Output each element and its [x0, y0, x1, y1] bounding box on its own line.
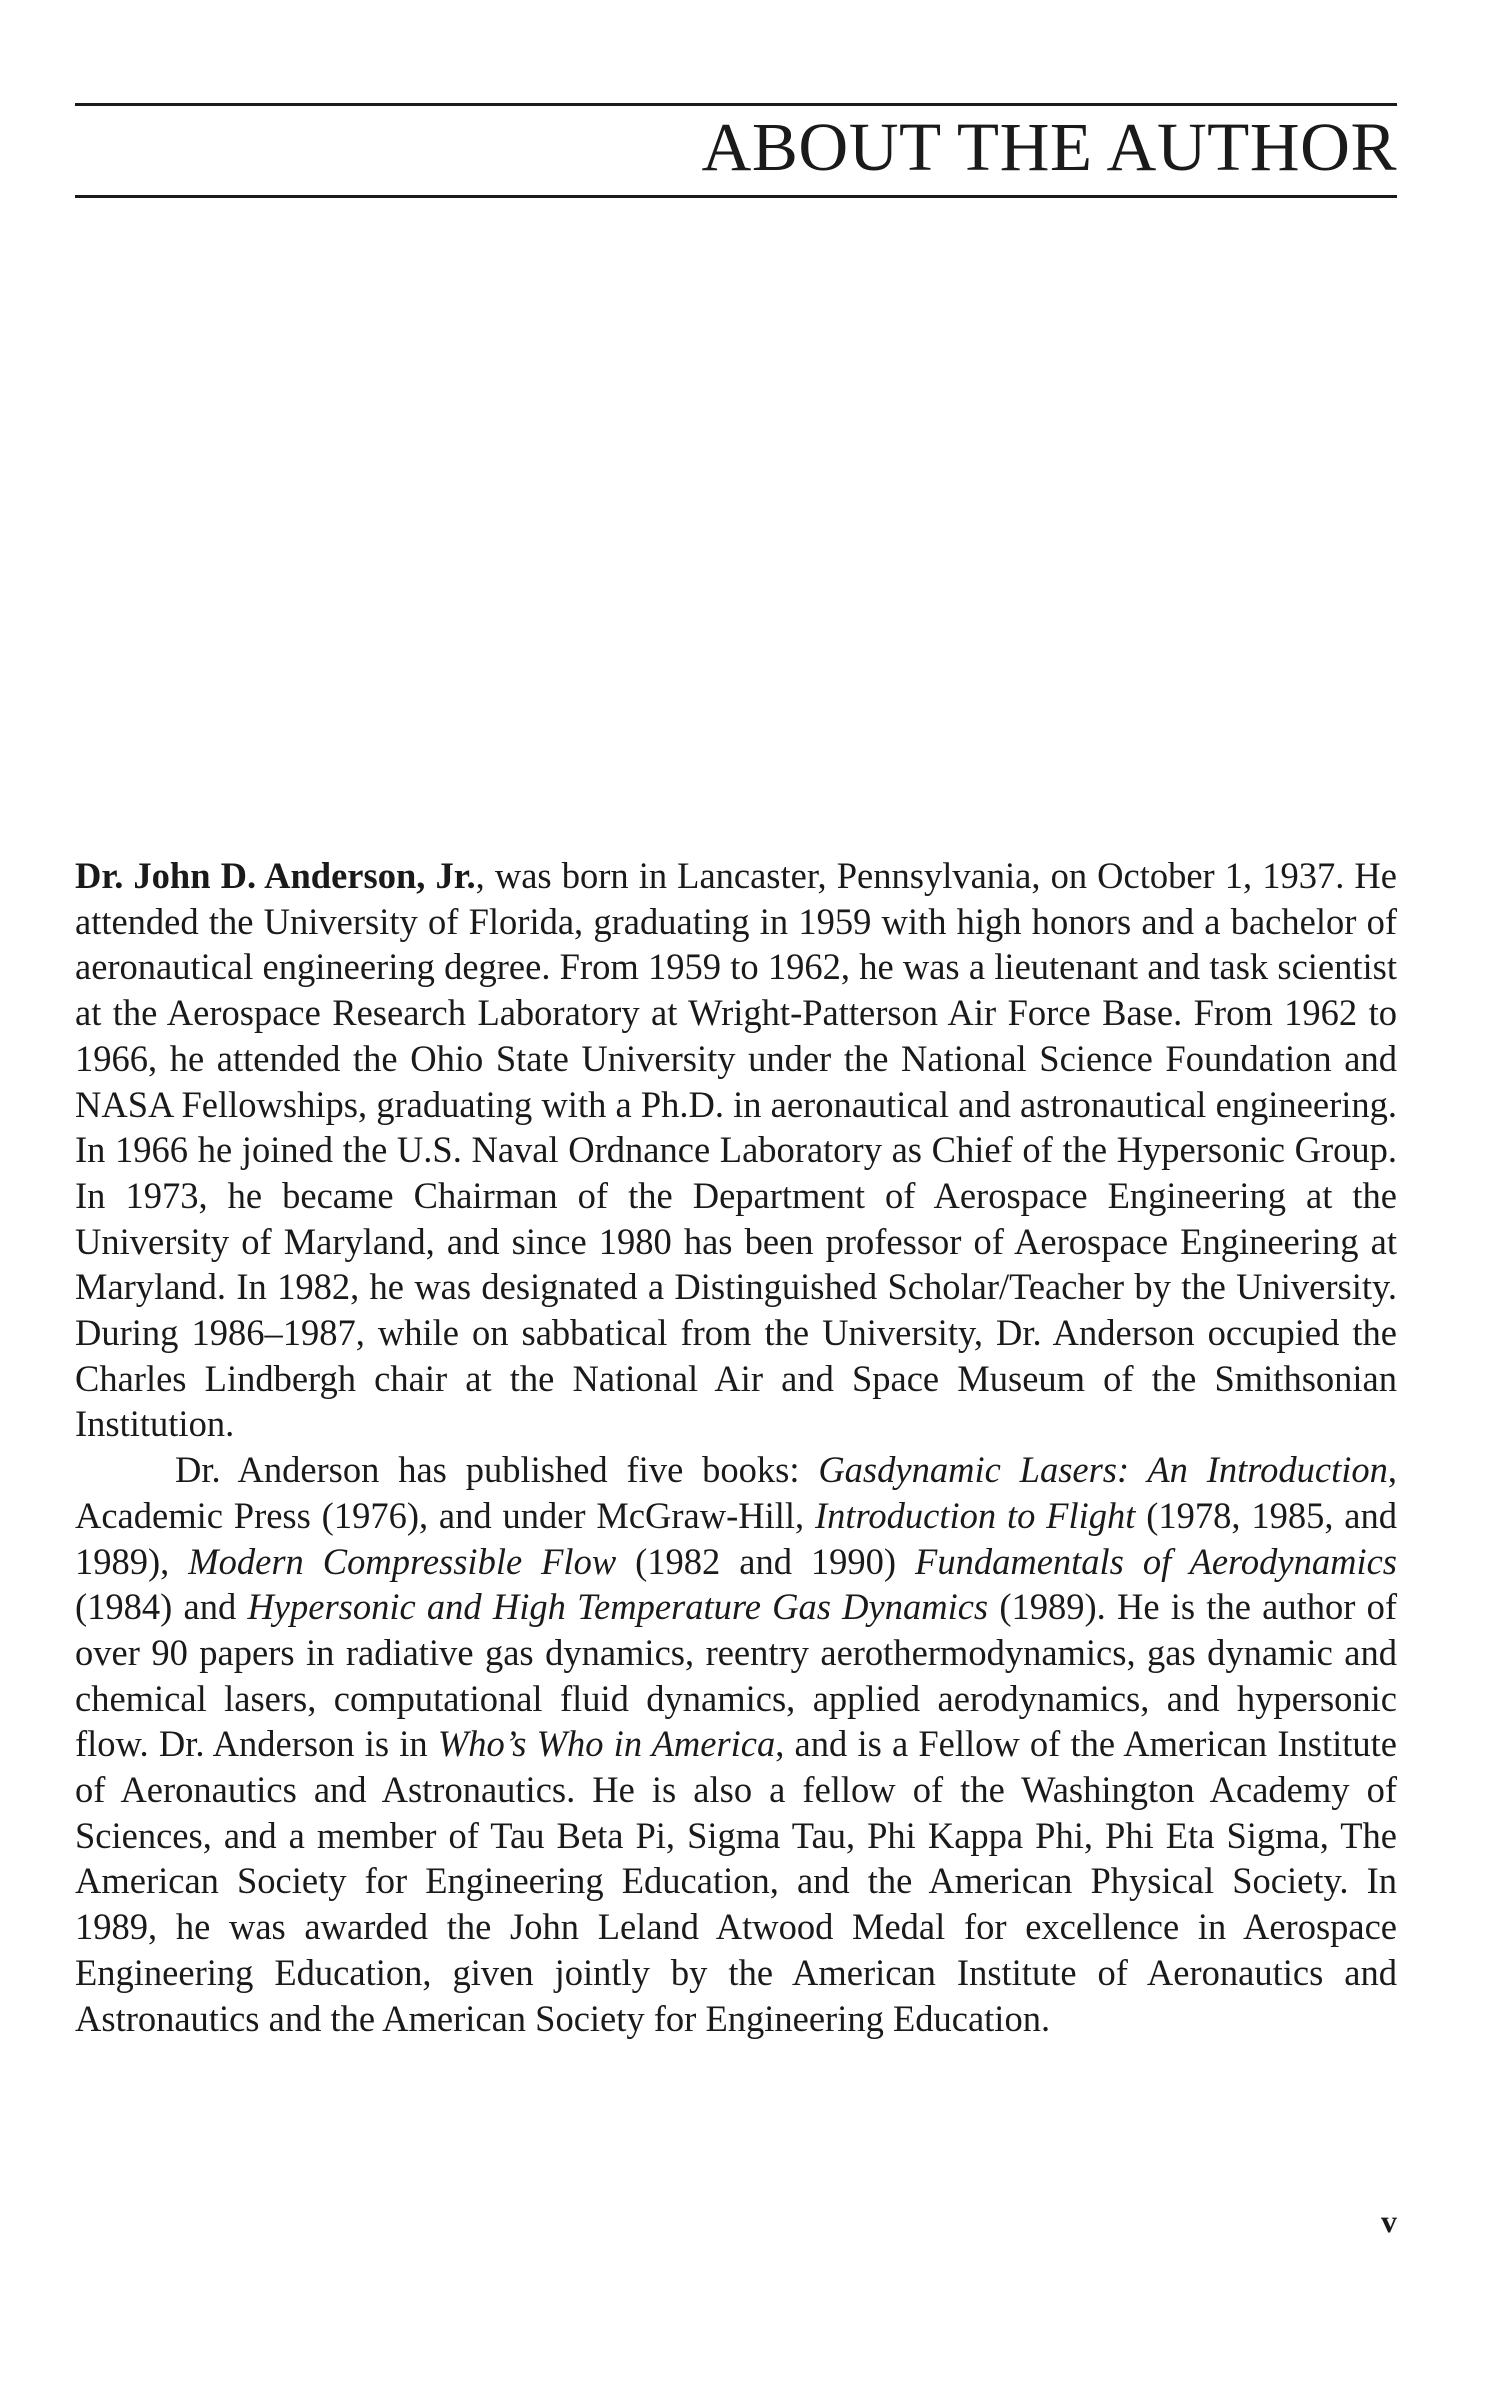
- author-biography: [75, 853, 1397, 2041]
- bio-text-segment: Dr. Anderson has published five books:: [175, 1449, 819, 1491]
- bio-text-segment: (1989). He is the author of over 90 papers in radiative gas dynamics, reentry aerothermodynamics, gas dynamic and chemical lasers, computational fluid dynamics, applied aerodynamics, and hypersonic flow. Dr. Anderson is in: [75, 1586, 1397, 1765]
- book-title-modern-compressible-flow: Modern Compressible Flow: [188, 1540, 617, 1582]
- author-name: Dr. John D. Anderson, Jr.: [75, 855, 476, 896]
- bio-text-segment: , and is a Fellow of the American Institute of Aeronautics and Astronautics. He is also a fellow of the Washington Academy of Sciences, and a member of Tau Beta Pi, Sigma Tau, Phi Kappa Phi, Phi Eta Sigma, The American Society for Engineering Education, and the American Physical Society. In 1989, he was awarded the John Leland Atwood Medal for excellence in Aerospace Engineering Education, given jointly by the American Institute of Aeronautics and Astronautics and the American Society for Engineering Education.: [75, 1723, 1397, 2039]
- page-number: v: [1381, 2203, 1397, 2239]
- book-title-fundamentals-of-aerodynamics: Fundamentals of Aerodynamics: [915, 1540, 1397, 1582]
- bio-text-segment: (1978, 1985, and 1989),: [75, 1494, 1397, 1582]
- book-title-hypersonic-gas-dynamics: Hypersonic and High Temperature Gas Dynamics: [247, 1586, 989, 1628]
- book-title-gasdynamic-lasers: Gasdynamic Lasers: An Introduction: [818, 1449, 1388, 1491]
- whos-who-title: Who’s Who in America: [437, 1723, 776, 1765]
- book-title-introduction-to-flight: Introduction to Flight: [815, 1494, 1136, 1536]
- bio-text-segment: (1984) and: [75, 1586, 248, 1628]
- header-rule-top: [75, 103, 1397, 106]
- bio-paragraph-1: [75, 853, 1397, 1447]
- bio-paragraph-1-text: , was born in Lancaster, Pennsylvania, on October 1, 1937. He attended the University of Florida, graduating in 1959 with high honors and a bachelor of aeronautical engineering degree. From 1959 to 1962, he was a lieutenant and task scientist at the Aerospace Research Laboratory at Wright-Patterson Air Force Base. From 1962 to 1966, he attended the Ohio State University under the National Science Foundation and NASA Fellowships, graduating with a Ph.D. in aeronautical and astronautical engineering. In 1966 he joined the U.S. Naval Ordnance Laboratory as Chief of the Hypersonic Group. In 1973, he became Chairman of the Department of Aerospace Engineering at the University of Maryland, and since 1980 has been professor of Aerospace Engineering at Maryland. In 1982, he was designated a Distinguished Scholar/Teacher by the University. During 1986–1987, while on sabbatical from the University, Dr. Anderson occupied the Charles Lindbergh chair at the National Air and Space Museum of the Smithsonian Institution.: [75, 855, 1397, 1445]
- bio-text-segment: (1982 and 1990): [616, 1540, 916, 1582]
- page-title: ABOUT THE AUTHOR: [701, 109, 1397, 185]
- header-rule-bottom: [75, 195, 1397, 198]
- bio-paragraph-2: [75, 1447, 1397, 2041]
- bio-text-segment: , Academic Press (1976), and under McGraw-Hill,: [75, 1449, 1398, 1536]
